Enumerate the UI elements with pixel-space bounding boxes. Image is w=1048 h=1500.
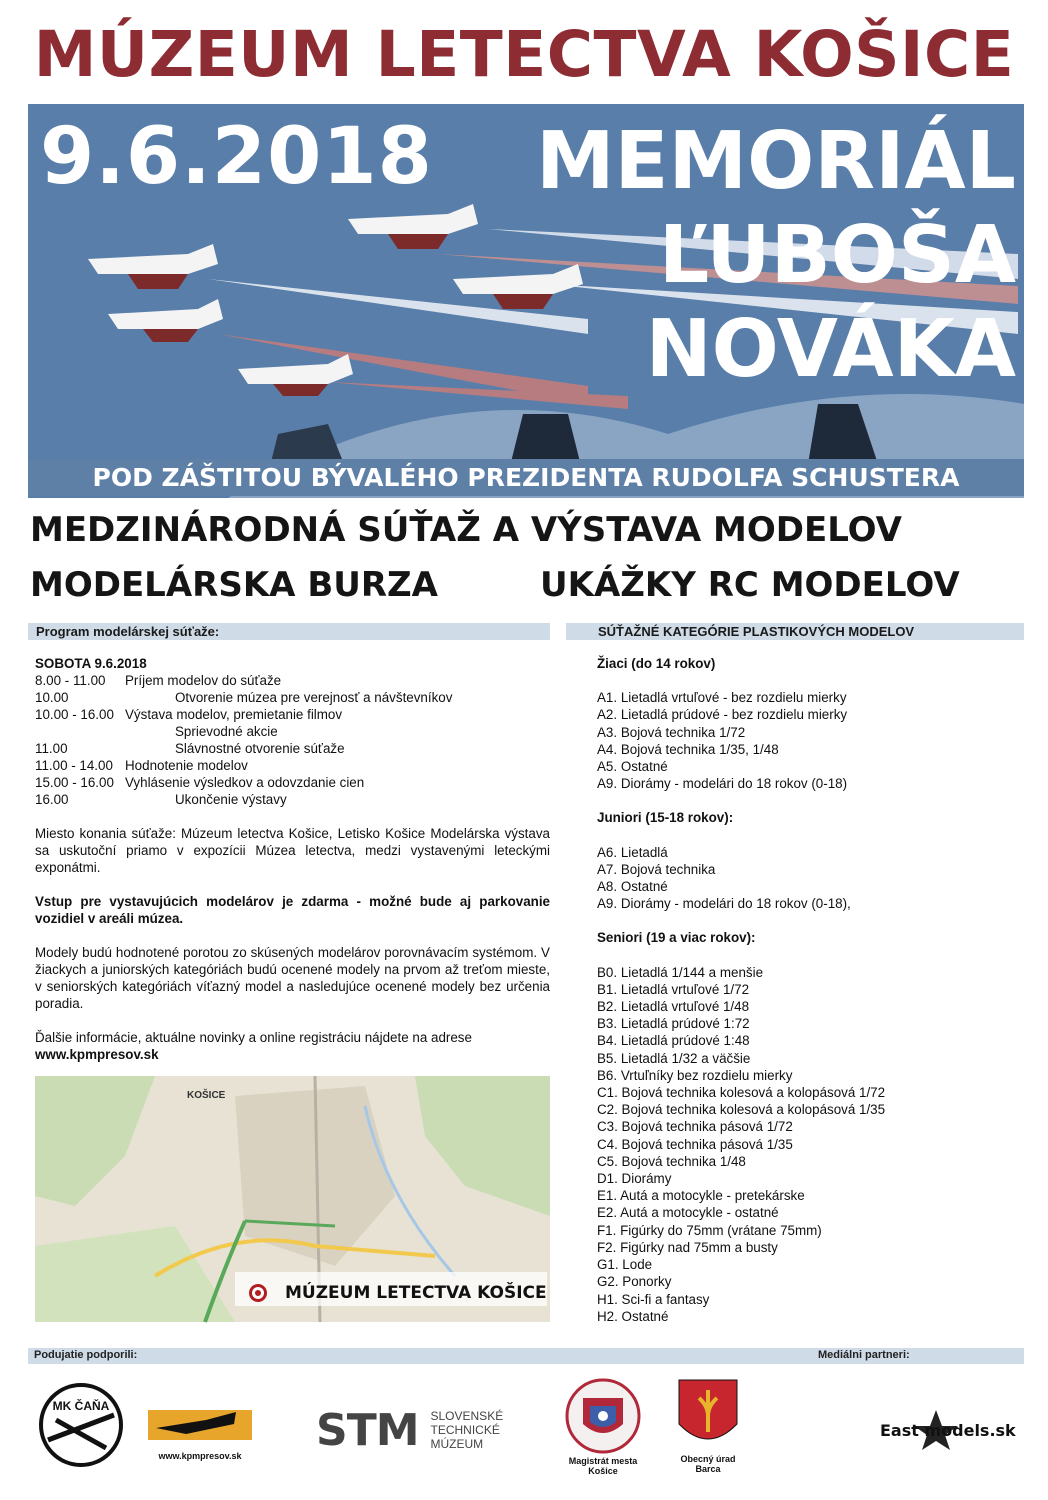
category-group-title: Žiaci (do 14 rokov) bbox=[597, 656, 716, 671]
stm-name-line: TECHNICKÉ bbox=[430, 1423, 500, 1437]
program-schedule bbox=[35, 672, 550, 808]
stm-logo bbox=[316, 1400, 536, 1460]
category-item: A7. Bojová technika bbox=[597, 861, 716, 877]
headline-rc-show: UKÁŽKY RC MODELOV bbox=[540, 565, 960, 605]
category-item: C2. Bojová technika kolesová a kolopásová 1/35 bbox=[597, 1102, 886, 1118]
category-item: A8. Ostatné bbox=[597, 879, 668, 895]
location-map[interactable] bbox=[35, 1076, 550, 1322]
kosice-crest-caption bbox=[558, 1456, 648, 1476]
jet-icon bbox=[108, 299, 223, 342]
program-activity: Slávnostné otvorenie súťaže bbox=[175, 741, 345, 756]
program-heading: Program modelárskej súťaže: bbox=[36, 624, 220, 639]
categories-column bbox=[597, 655, 1017, 1342]
category-item: C4. Bojová technika pásová 1/35 bbox=[597, 1136, 793, 1152]
judging-paragraph: Modely budú hodnotené porotou zo skúsených modelárov porovnávacím systémom. V žiackych a juniorských kategóriách budú ocenené modely na prvom až treťom mieste, v seniorských kategóriách víťazný model a nasledujúce ocenené modely bez určenia poradia. bbox=[35, 945, 550, 1011]
category-group bbox=[597, 929, 1017, 1324]
entry-paragraph: Vstup pre vystavujúcich modelárov je zdarma - možné bude aj parkovanie vozidiel v areáli múzea. bbox=[35, 894, 550, 926]
venue-paragraph: Miesto konania súťaže: Múzeum letectva Košice, Letisko Košice Modelárska výstava sa uskutoční priamo v expozícii Múzea letectva, medzi vystavenými leteckými exponátmi. bbox=[35, 826, 550, 875]
kpm-presov-logo bbox=[146, 1398, 254, 1468]
program-column bbox=[35, 655, 550, 1063]
program-time: 10.00 bbox=[35, 690, 69, 705]
program-activity: Otvorenie múzea pre verejnosť a návštevníkov bbox=[175, 690, 453, 705]
info-paragraph bbox=[35, 1029, 550, 1063]
categories-heading: SÚŤAŽNÉ KATEGÓRIE PLASTIKOVÝCH MODELOV bbox=[598, 624, 915, 639]
map-pin-icon[interactable] bbox=[249, 1284, 267, 1302]
category-item: A1. Lietadlá vrtuľové - bez rozdielu mierky bbox=[597, 690, 847, 706]
headline-market: MODELÁRSKA BURZA bbox=[30, 565, 438, 605]
mk-cana-text: MK ČAŇA bbox=[52, 1399, 110, 1413]
jet-icon bbox=[348, 204, 478, 249]
east-models-text: East models.sk bbox=[880, 1421, 1016, 1440]
website-link[interactable]: www.kpmpresov.sk bbox=[35, 1047, 159, 1062]
jet-icon bbox=[238, 354, 353, 396]
memorial-line: ĽUBOŠA bbox=[658, 209, 1016, 301]
category-item: D1. Diorámy bbox=[597, 1171, 672, 1187]
headline-competition: MEDZINÁRODNÁ SÚŤAŽ A VÝSTAVA MODELOV bbox=[30, 510, 902, 550]
program-time: 8.00 - 11.00 bbox=[35, 673, 106, 688]
category-item: B4. Lietadlá prúdové 1:48 bbox=[597, 1033, 750, 1049]
category-group bbox=[597, 655, 1017, 792]
patronage-line: POD ZÁŠTITOU BÝVALÉHO PREZIDENTA RUDOLFA SCHUSTERA bbox=[28, 459, 1024, 496]
program-day: SOBOTA 9.6.2018 bbox=[35, 656, 147, 671]
category-item: F1. Figúrky do 75mm (vrátane 75mm) bbox=[597, 1222, 822, 1238]
caption-line: Magistrát mesta bbox=[568, 1456, 638, 1466]
category-item: E2. Autá a motocykle - ostatné bbox=[597, 1205, 779, 1221]
program-activity: Vyhlásenie výsledkov a odovzdanie cien bbox=[125, 775, 365, 790]
program-activity: Ukončenie výstavy bbox=[175, 792, 287, 807]
event-banner bbox=[28, 104, 1024, 498]
program-time bbox=[35, 723, 175, 740]
caption-line: Barca bbox=[695, 1464, 721, 1474]
program-row bbox=[35, 791, 550, 808]
category-item: A9. Diorámy - modelári do 18 rokov (0-18), bbox=[597, 896, 851, 912]
program-row bbox=[35, 672, 550, 689]
mk-cana-logo bbox=[36, 1380, 126, 1470]
category-item: B1. Lietadlá vrtuľové 1/72 bbox=[597, 981, 750, 997]
info-text: Ďalšie informácie, aktuálne novinky a online registráciu nájdete na adrese bbox=[35, 1030, 472, 1045]
map-museum-label: MÚZEUM LETECTVA KOŠICE bbox=[285, 1283, 547, 1303]
category-item: B6. Vrtuľníky bez rozdielu mierky bbox=[597, 1067, 793, 1083]
category-item: G2. Ponorky bbox=[597, 1274, 672, 1290]
category-item: B0. Lietadlá 1/144 a menšie bbox=[597, 964, 764, 980]
memorial-line: NOVÁKA bbox=[645, 303, 1016, 395]
category-item: C5. Bojová technika 1/48 bbox=[597, 1153, 746, 1169]
memorial-title bbox=[496, 114, 1016, 396]
category-item: B2. Lietadlá vrtuľové 1/48 bbox=[597, 999, 750, 1015]
program-row bbox=[35, 757, 550, 774]
category-item: B5. Lietadlá 1/32 a väčšie bbox=[597, 1050, 751, 1066]
program-activity: Sprievodné akcie bbox=[175, 724, 278, 739]
poster-title: MÚZEUM LETECTVA KOŠICE bbox=[33, 18, 1015, 91]
category-group-title: Juniori (15-18 rokov): bbox=[597, 810, 734, 826]
caption-line: Košice bbox=[588, 1466, 618, 1476]
category-group bbox=[597, 809, 1017, 912]
kpm-website: www.kpmpresov.sk bbox=[158, 1451, 242, 1461]
supporters-label: Podujatie podporili: bbox=[34, 1349, 138, 1361]
stm-name bbox=[431, 1409, 504, 1451]
category-item: H1. Sci-fi a fantasy bbox=[597, 1291, 710, 1307]
category-item: A5. Ostatné bbox=[597, 759, 668, 775]
memorial-line: MEMORIÁL bbox=[535, 115, 1016, 207]
category-item: B3. Lietadlá prúdové 1:72 bbox=[597, 1016, 750, 1032]
program-row bbox=[35, 706, 550, 723]
category-item: A3. Bojová technika 1/72 bbox=[597, 724, 746, 740]
category-group-title: Seniori (19 a viac rokov): bbox=[597, 930, 756, 946]
caption-line: Obecný úrad bbox=[680, 1454, 736, 1464]
category-item: G1. Lode bbox=[597, 1257, 653, 1273]
barca-crest-caption bbox=[668, 1454, 748, 1474]
stm-name-line: MÚZEUM bbox=[430, 1437, 484, 1451]
category-item: F2. Figúrky nad 75mm a busty bbox=[597, 1239, 778, 1255]
program-time: 11.00 - 14.00 bbox=[35, 758, 113, 773]
category-item: A4. Bojová technika 1/35, 1/48 bbox=[597, 741, 779, 757]
program-row bbox=[35, 689, 550, 706]
category-item: C1. Bojová technika kolesová a kolopásová 1/72 bbox=[597, 1085, 886, 1101]
program-time: 10.00 - 16.00 bbox=[35, 707, 114, 722]
category-item: A9. Diorámy - modelári do 18 rokov (0-18) bbox=[597, 776, 848, 792]
program-time: 16.00 bbox=[35, 792, 69, 807]
jet-icon bbox=[88, 244, 218, 289]
program-activity: Príjem modelov do súťaže bbox=[125, 673, 282, 688]
event-date: 9.6.2018 bbox=[40, 112, 433, 202]
category-item: H2. Ostatné bbox=[597, 1308, 669, 1324]
program-row bbox=[35, 774, 550, 791]
program-time: 15.00 - 16.00 bbox=[35, 775, 114, 790]
program-activity: Hodnotenie modelov bbox=[125, 758, 248, 773]
program-row bbox=[35, 723, 550, 740]
east-models-logo bbox=[876, 1404, 1016, 1454]
stm-mark: STM bbox=[316, 1404, 419, 1456]
stm-name-line: SLOVENSKÉ bbox=[430, 1409, 504, 1423]
category-item: C3. Bojová technika pásová 1/72 bbox=[597, 1119, 793, 1135]
category-groups bbox=[597, 655, 1017, 1325]
media-partners-label: Mediálni partneri: bbox=[818, 1349, 910, 1361]
category-item: A2. Lietadlá prúdové - bez rozdielu mierky bbox=[597, 707, 848, 723]
program-time: 11.00 bbox=[35, 741, 68, 756]
barca-crest-logo bbox=[668, 1376, 748, 1486]
category-item: A6. Lietadlá bbox=[597, 844, 668, 860]
category-item: E1. Autá a motocykle - pretekárske bbox=[597, 1188, 805, 1204]
program-activity: Výstava modelov, premietanie filmov bbox=[125, 707, 343, 722]
map-city-label: KOŠICE bbox=[187, 1090, 226, 1101]
program-row bbox=[35, 740, 550, 757]
kosice-crest-logo bbox=[558, 1376, 648, 1486]
